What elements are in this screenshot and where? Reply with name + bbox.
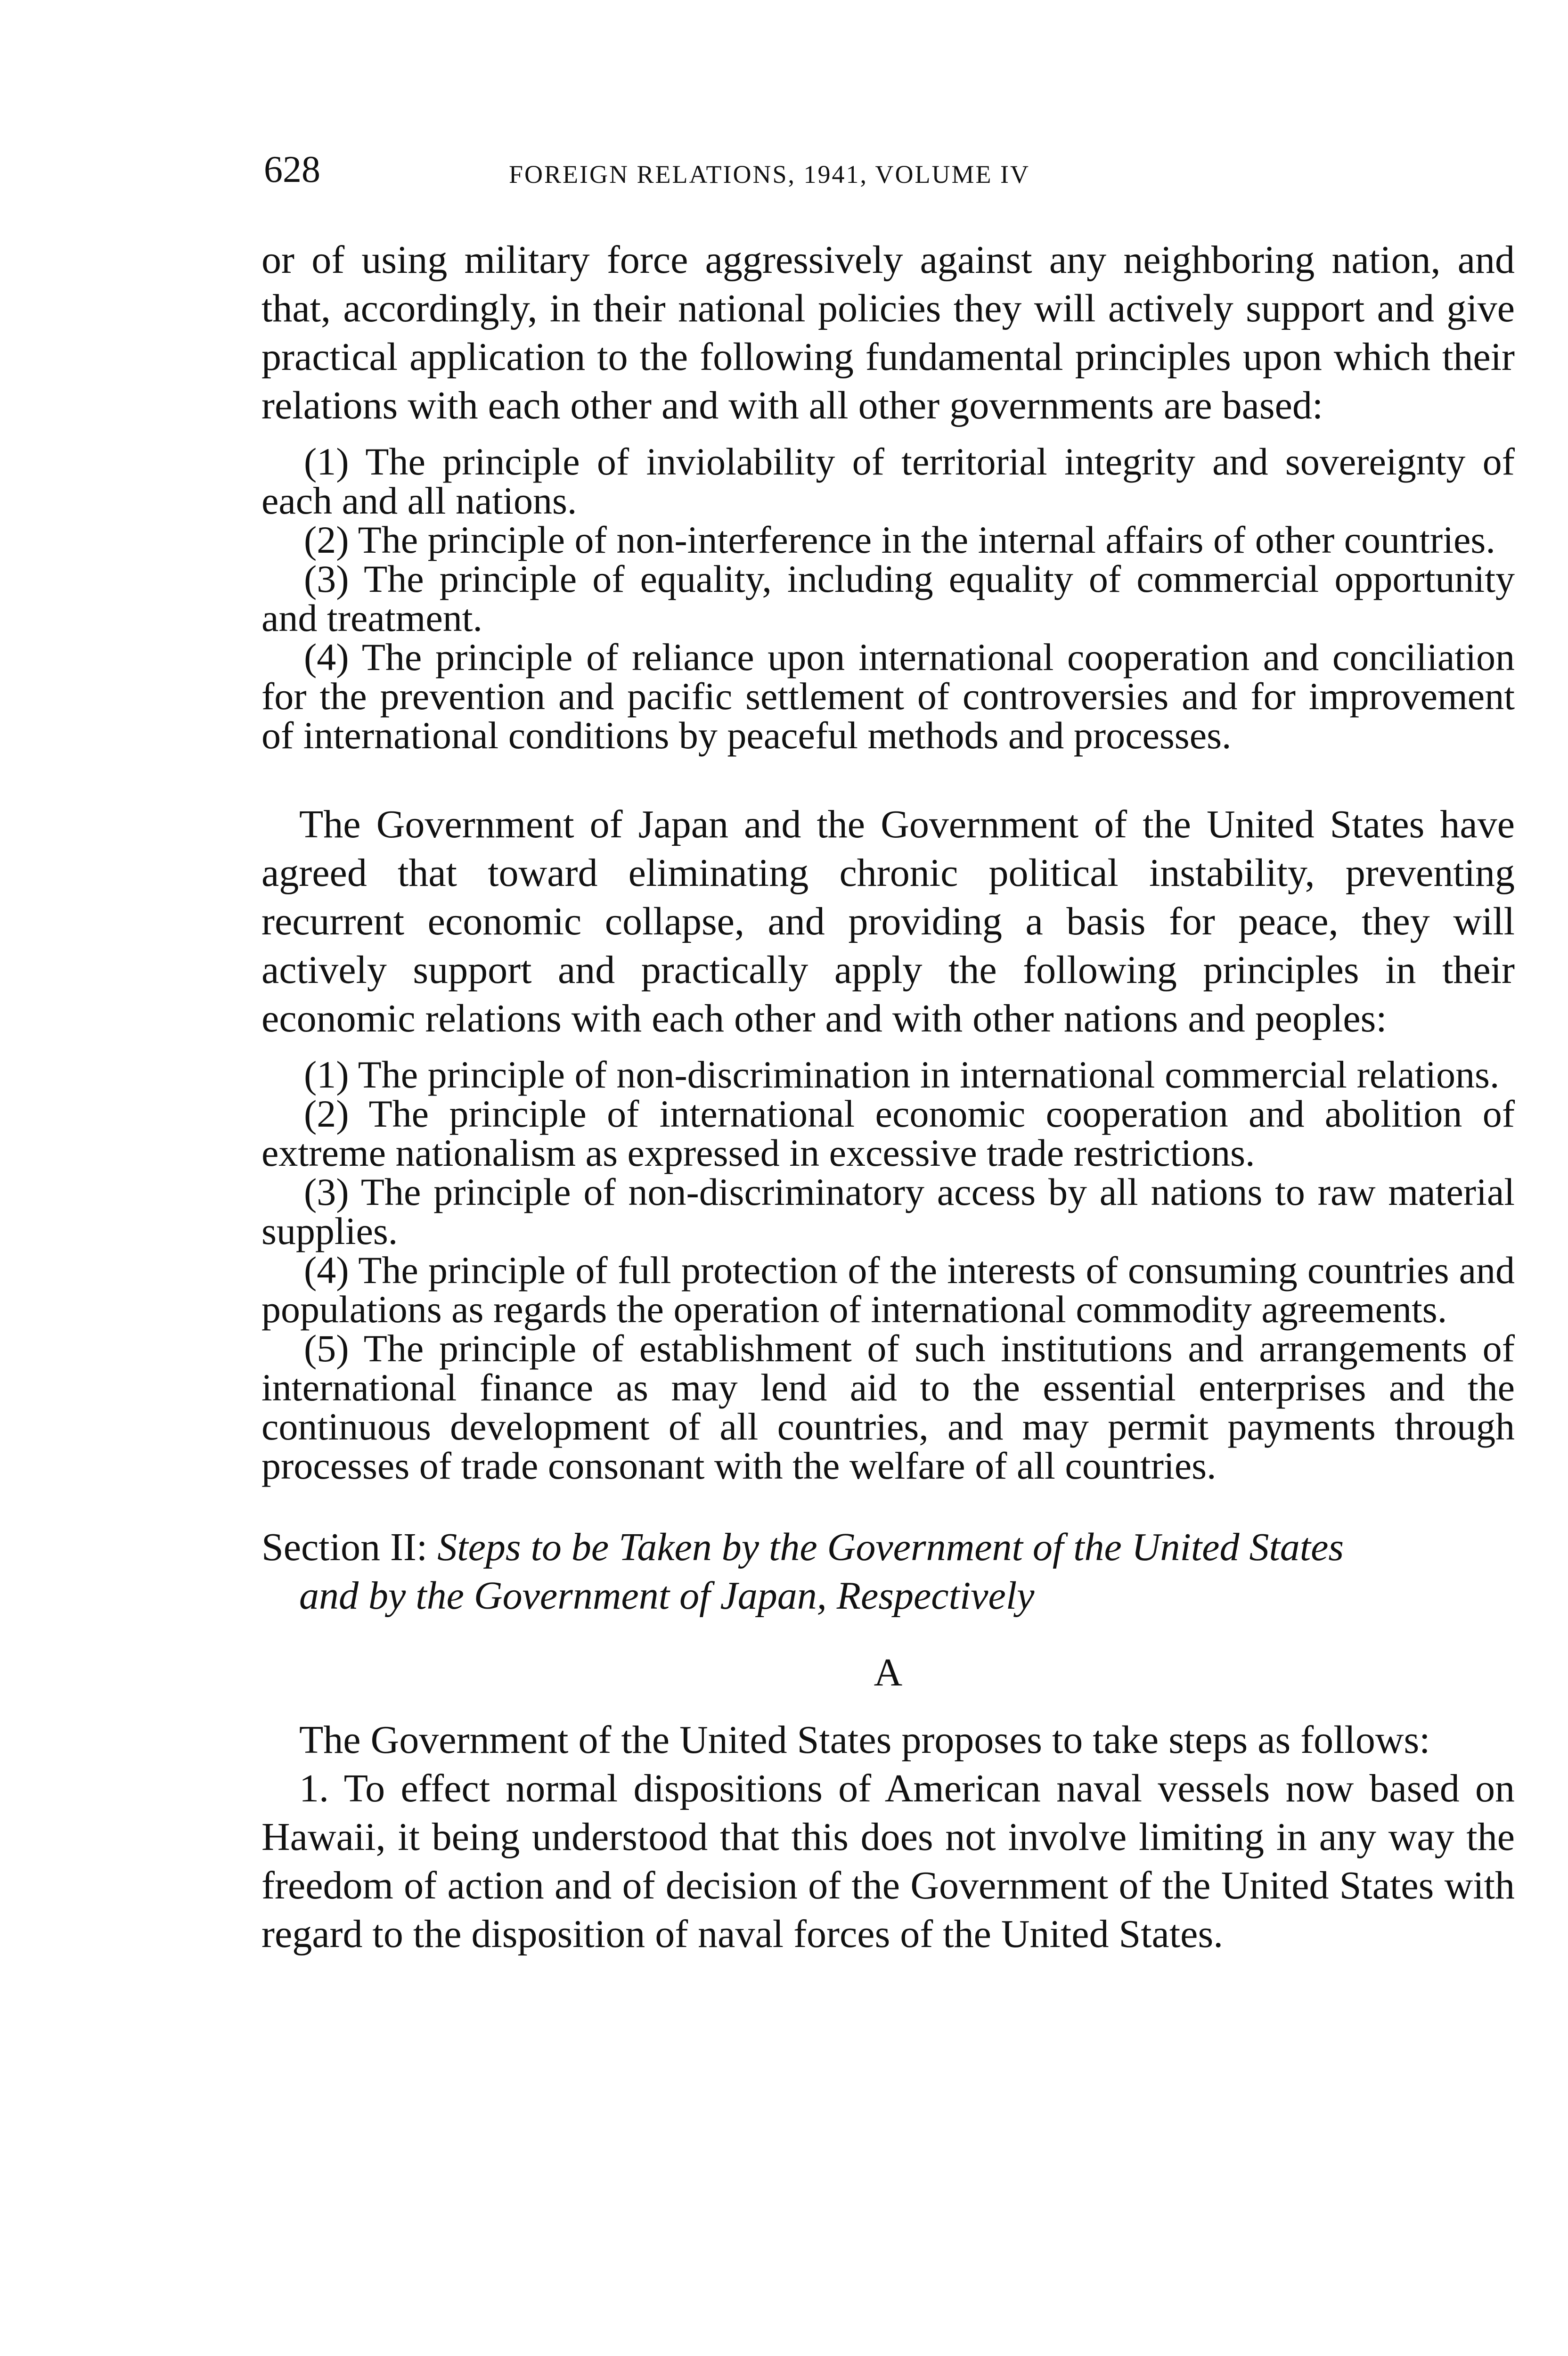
political-principle-2: (2) The principle of non-interference in the internal affairs of other countries. <box>304 518 1495 561</box>
economic-principles-list <box>261 1055 1515 1485</box>
page-number: 628 <box>264 149 320 190</box>
economic-intro-paragraph: The Government of Japan and the Government of the United States have agreed that toward eliminating chronic political instability, preventing recurrent economic collapse, and providing a basis for peace, they will actively support and practically apply the following principles in their economic relations with each other and with other nations and peoples: <box>261 802 1515 1040</box>
section-title-line1: Steps to be Taken by the Government of the United States <box>437 1525 1344 1569</box>
running-head: FOREIGN RELATIONS, 1941, VOLUME IV <box>509 160 1030 188</box>
subsection-letter: A <box>874 1651 903 1694</box>
political-principle-1: (1) The principle of inviolability of territorial integrity and sovereignty of each and all nations. <box>261 440 1515 522</box>
section-label: Section II: <box>261 1525 438 1569</box>
political-principle-3: (3) The principle of equality, including equality of commercial opportunity and treatment. <box>261 557 1515 639</box>
spacer <box>261 767 1515 800</box>
body-text <box>261 236 1515 1958</box>
page-header <box>264 141 1517 198</box>
opening-paragraph: or of using military force aggressively against any neighboring nation, and that, accordingly, in their national policies they will actively support and give practical application to the following fundamental principles upon which their relations with each other and with all other governments are based: <box>261 238 1515 427</box>
political-principle-4: (4) The principle of reliance upon international cooperation and conciliation for the prevention and pacific settlement of controversies and for improvement of international conditions by peaceful methods and processes. <box>261 636 1515 757</box>
section-heading <box>261 1523 1515 1571</box>
proposal-intro-paragraph: The Government of the United States proposes to take steps as follows: <box>299 1718 1430 1762</box>
economic-principle-5: (5) The principle of establishment of such institutions and arrangements of international finance as may lend aid to the essential enterprises and the continuous development of all countries, and may permit payments through processes of trade consonant with the welfare of all countries. <box>261 1327 1515 1487</box>
section-title-line2: and by the Government of Japan, Respectively <box>299 1574 1035 1618</box>
economic-principle-1: (1) The principle of non-discrimination in international commercial relations. <box>304 1053 1500 1096</box>
step-1-paragraph: 1. To effect normal dispositions of American naval vessels now based on Hawaii, it being understood that this does not involve limiting in any way the freedom of action and of decision of the Government of the United States with regard to the disposition of naval forces of the United States. <box>261 1767 1515 1956</box>
economic-principle-4: (4) The principle of full protection of the interests of consuming countries and populations as regards the operation of international commodity agreements. <box>261 1249 1515 1331</box>
economic-principle-2: (2) The principle of international economic cooperation and abolition of extreme nationalism as expressed in excessive trade restrictions. <box>261 1092 1515 1174</box>
economic-principle-3: (3) The principle of non-discriminatory access by all nations to raw material supplies. <box>261 1170 1515 1252</box>
political-principles-list <box>261 442 1515 755</box>
